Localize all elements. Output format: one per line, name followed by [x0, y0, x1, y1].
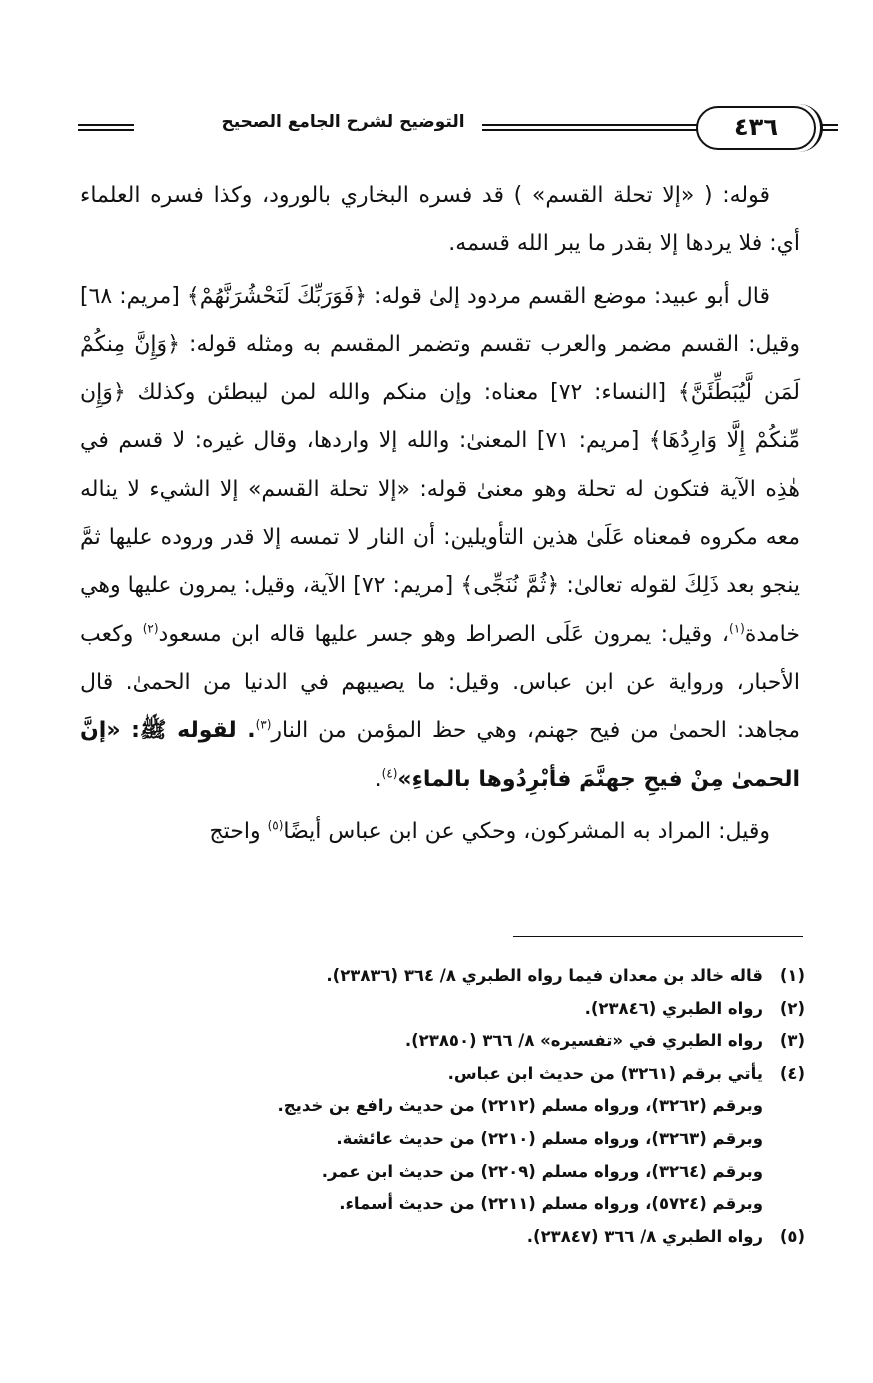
header-rule-left	[78, 124, 134, 131]
footnote-text: يأتي برقم (٣٢٦١) من حديث ابن عباس.	[447, 1063, 763, 1083]
footnote-continuation	[150, 1123, 805, 1156]
footnote-text: رواه الطبري ٨/ ٣٦٦ (٢٣٨٤٧).	[526, 1226, 763, 1246]
footnote-number: (١)	[779, 966, 805, 985]
paragraph-2-text-d: . لقوله ﷺ: «إنَّ الحمىٰ مِنْ فيحِ جهنَّمَ فأبْرِدُوها بالماءِ»	[80, 718, 800, 792]
footnote-ref-5[interactable]: (٥)	[267, 818, 284, 833]
footnote-text: قاله خالد بن معدان فيما رواه الطبري ٨/ ٣٦٤ (٢٣٨٣٦).	[326, 966, 763, 985]
footnote-continuation	[150, 1188, 805, 1221]
footnote-text: رواه الطبري في «تفسيره» ٨/ ٣٦٦ (٢٣٨٥٠).	[404, 1031, 763, 1051]
paragraph-2-text-b: ، وقيل: يمرون عَلَى الصراط وهو جسر عليها قاله ابن مسعود	[158, 621, 729, 647]
footnote-text: وبرقم (٥٧٢٤)، ورواه مسلم (٢٢١١) من حديث أسماء.	[339, 1194, 763, 1214]
footnote	[150, 1025, 805, 1058]
running-title: التوضيح لشرح الجامع الصحيح	[221, 112, 465, 132]
paragraph-2-text-e: .	[374, 766, 382, 792]
paragraph-2-text-c: وكعب الأحبار، ورواية عن ابن عباس. وقيل: ما يصيبهم في الدنيا من الحمىٰ. قال مجاهد: الحمىٰ من فيح جهنم، وهي حظ المؤمن من النار	[80, 621, 800, 744]
footnote-ref-2[interactable]: (٢)	[142, 621, 159, 636]
running-header	[78, 104, 778, 156]
footnote-continuation	[150, 1156, 805, 1189]
footnote-text: رواه الطبري (٢٣٨٤٦).	[584, 998, 763, 1018]
footnote-separator	[513, 936, 803, 937]
page-number: ٤٣٦	[696, 106, 816, 150]
footnote-ref-4[interactable]: (٤)	[381, 766, 398, 781]
header-rule-right	[820, 124, 838, 131]
paragraph-2	[80, 273, 800, 804]
footnote-number: (٣)	[779, 1031, 805, 1051]
footnote-number: (٤)	[779, 1063, 805, 1083]
footnote-text: وبرقم (٣٢٦٢)، ورواه مسلم (٢٢١٢) من حديث رافع بن خديج.	[277, 1096, 763, 1116]
footnote	[150, 1221, 805, 1254]
footnote-ref-3[interactable]: (٣)	[255, 717, 272, 732]
footnote	[150, 1058, 805, 1091]
main-text	[80, 172, 800, 856]
header-rule-middle	[482, 124, 718, 131]
footnote-text: وبرقم (٣٢٦٤)، ورواه مسلم (٢٢٠٩) من حديث ابن عمر.	[321, 1161, 763, 1181]
footnote	[150, 993, 805, 1026]
footnote-number: (٢)	[779, 998, 805, 1018]
paragraph-3-text-a: وقيل: المراد به المشركون، وحكي عن ابن عباس أيضًا	[283, 818, 770, 844]
paragraph-3-text-b: واحتج	[209, 818, 268, 844]
footnotes	[150, 960, 805, 1253]
footnote	[150, 960, 805, 993]
paragraph-2-text-a: قال أبو عبيد: موضع القسم مردود إلىٰ قوله: ﴿فَوَرَبِّكَ لَنَحْشُرَنَّهُمْ﴾ [مريم: ٦٨] وقيل: القسم مضمر والعرب تقسم وتضمر المقسم به ومثله قوله: ﴿وَإِنَّ مِنكُمْ لَمَن لَّيُبَطِّئَنَّ﴾ [النساء: ٧٢] معناه: وإن منكم والله لمن ليبطئن وكذلك ﴿وَإِن مِّنكُمْ إِلَّا وَارِدُهَا﴾ [مريم: ٧١] المعنىٰ: والله إلا واردها، وقال غيره: لا قسم في هٰذِه الآية فتكون له تحلة وهو معنىٰ قوله: «إلا تحلة القسم» إلا الشيء لا يناله معه مكروه فمعناه عَلَىٰ هذين التأويلين: أن النار لا تمسه إلا قدر وروده عليها ثمَّ ينجو بعد ذَلِكَ لقوله تعالىٰ: ﴿ثُمَّ نُنَجِّى﴾ [مريم: ٧٢] الآية، وقيل: يمرون عليها وهي خامدة	[79, 283, 801, 647]
footnote-number: (٥)	[779, 1226, 805, 1246]
footnote-ref-1[interactable]: (١)	[729, 621, 745, 636]
paragraph-1: قوله: ( «إلا تحلة القسم» ) قد فسره البخاري بالورود، وكذا فسره العلماء أي: فلا يردها إلا بقدر ما يبر الله قسمه.	[80, 183, 800, 257]
footnote-continuation	[150, 1090, 805, 1123]
footnote-text: وبرقم (٣٢٦٣)، ورواه مسلم (٢٢١٠) من حديث عائشة.	[336, 1128, 763, 1148]
paragraph-3	[80, 808, 800, 856]
